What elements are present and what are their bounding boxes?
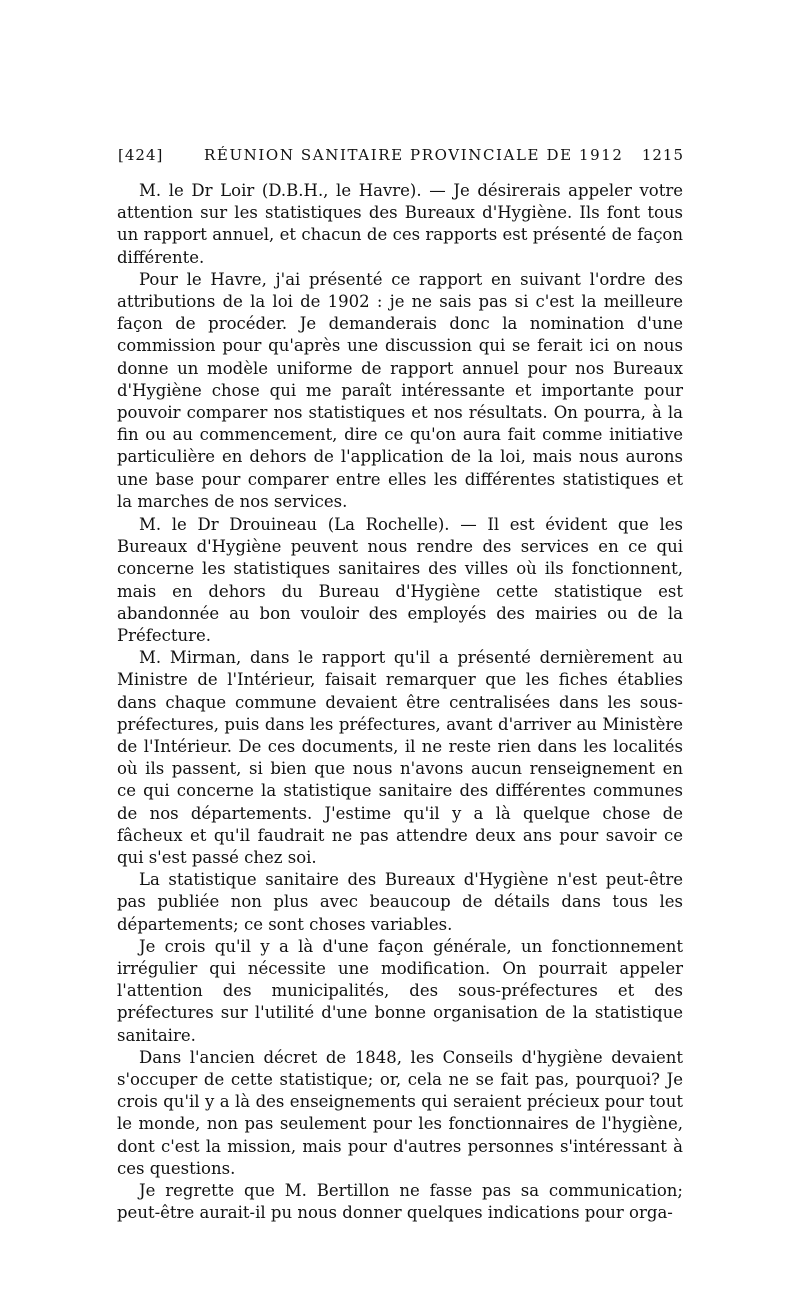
text-block-loir (117, 180, 683, 513)
page-number: 1215 (641, 146, 684, 164)
paragraph: La statistique sanitaire des Bureaux d'Hygiène n'est peut-être pas publiée non plus avec beaucoup de détails dans tous les départements; ce sont choses variables. (117, 870, 683, 934)
paragraph: M. le Dr Drouineau (La Rochelle). — Il est évident que les Bureaux d'Hygiène peuvent nous rendre des services en ce qui concerne les statistiques sanitaires des villes où ils fonctionnent, mais en dehors du Bureau d'Hygiène cette statistique est abandonnée au bon vouloir des employés des mairies ou de la Préfecture. (117, 515, 683, 646)
paragraph: Pour le Havre, j'ai présenté ce rapport en suivant l'ordre des attributions de la loi de 1902 : je ne sais pas si c'est la meilleure façon de procéder. Je demanderais donc la nomination d'une commission pour qu'après une discussion qui se ferait ici on nous donne un modèle uniforme de rapport annuel pour nos Bureaux d'Hygiène chose qui me paraît intéressante et importante pour pouvoir comparer nos statistiques et nos résultats. On pourra, à la fin ou au commencement, dire ce qu'on aura fait comme initiative particulière en dehors de l'application de la loi, mais nous aurons une base pour comparer entre elles les différentes statistiques et la marches de nos services. (117, 269, 683, 511)
paragraph: M. Mirman, dans le rapport qu'il a présenté dernièrement au Ministre de l'Intérieur, faisait remarquer que les fiches établies dans chaque commune devaient être centralisées dans les sous-préfectures, puis dans les préfectures, avant d'arriver au Ministère de l'Intérieur. De ces documents, il ne reste rien dans les localités où ils passent, si bien que nous n'avons aucun renseignement en ce qui concerne la statistique sanitaire des différentes communes de nos départements. J'estime qu'il y a là quelque chose de fâcheux et qu'il faudrait ne pas attendre deux ans pour savoir ce qui s'est passé chez soi. (117, 648, 683, 868)
paragraph: Dans l'ancien décret de 1848, les Conseils d'hygiène devaient s'occuper de cette statistique; or, cela ne se fait pas, pourquoi? Je crois qu'il y a là des enseignements qui seraient précieux pour tout le monde, non pas seulement pour les fonctionnaires de l'hygiène, dont c'est la mission, mais pour d'autres personnes s'intéressant à ces questions. (117, 1047, 683, 1178)
paragraph: Je regrette que M. Bertillon ne fasse pas sa communication; peut-être aurait-il pu nous donner quelques indications pour orga- (117, 1181, 683, 1223)
text-block-drouineau (117, 514, 683, 1225)
page-header (118, 146, 684, 170)
running-title: RÉUNION SANITAIRE PROVINCIALE DE 1912 (204, 146, 624, 164)
section-reference: [424] (118, 146, 164, 164)
paragraph: Je crois qu'il y a là d'une façon générale, un fonctionnement irrégulier qui nécessite une modification. On pourrait appeler l'attention des municipalités, des sous-préfectures et des préfectures sur l'utilité d'une bonne organisation de la statistique sanitaire. (117, 936, 683, 1045)
paragraph: M. le Dr Loir (D.B.H., le Havre). — Je désirerais appeler votre attention sur les statistiques des Bureaux d'Hygiène. Ils font tous un rapport annuel, et chacun de ces rapports est présenté de façon différente. (117, 181, 683, 267)
